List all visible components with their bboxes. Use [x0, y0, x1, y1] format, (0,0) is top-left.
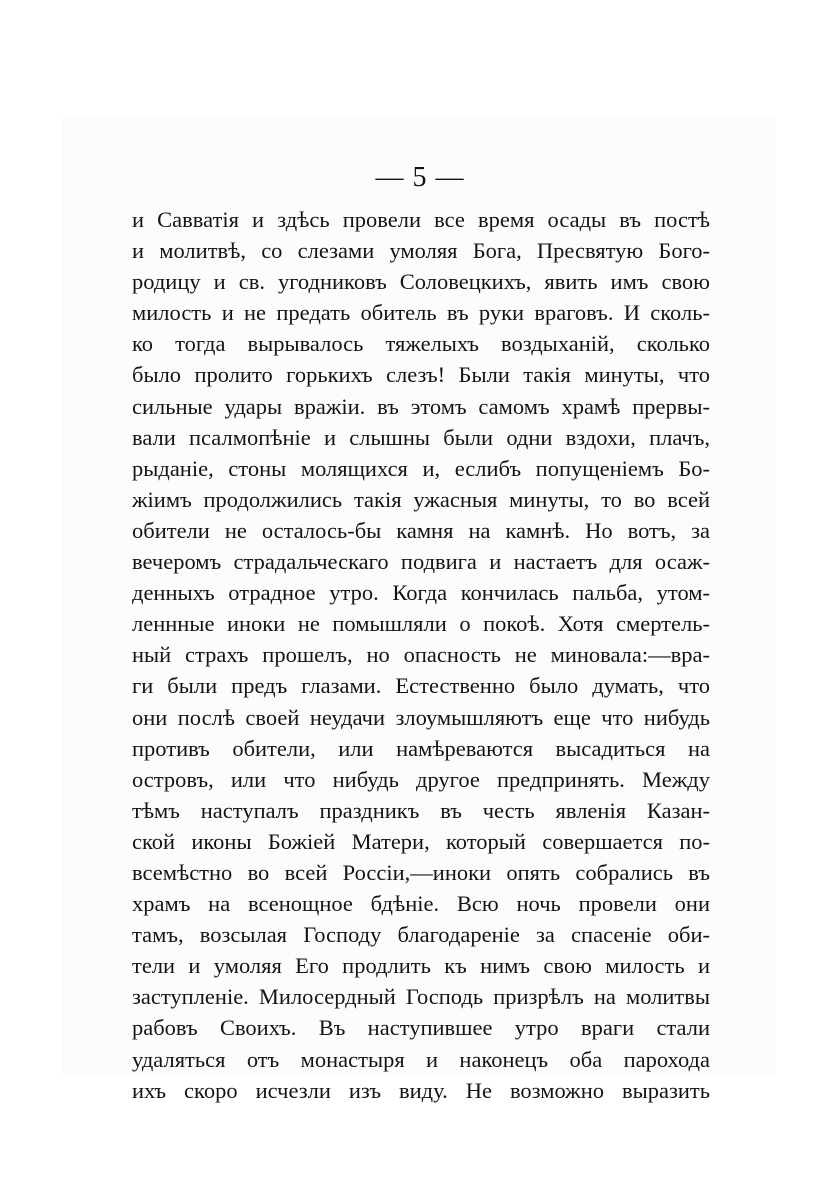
text-line: всемѣстно во всей Россіи,—иноки опять собрались въ	[132, 859, 710, 885]
text-line: и молитвѣ, со слезами умоляя Бога, Пресвятую Бого-	[132, 238, 710, 264]
text-line: рабовъ Своихъ. Въ наступившее утро враги стали	[132, 1015, 710, 1041]
text-line: милость и не предать обитель въ руки враговъ. И сколь-	[132, 300, 710, 326]
text-line: островъ, или что нибудь другое предпринять. Между	[132, 766, 710, 792]
page-number: — 5 —	[375, 162, 465, 193]
text-line: жіимъ продолжились такія ужасныя минуты, то во всей	[132, 486, 710, 512]
text-line: леннные иноки не помышляли о покоѣ. Хотя смертель-	[132, 611, 710, 637]
text-line: ко тогда вырывалось тяжелыхъ воздыханій, сколько	[132, 331, 710, 357]
text-line: удаляться отъ монастыря и наконецъ оба парохода	[132, 1046, 710, 1072]
text-line: ги были предъ глазами. Естественно было думать, что	[132, 673, 710, 699]
text-line: тели и умоляя Его продлить къ нимъ свою милость и	[132, 953, 710, 979]
text-line: тамъ, возсылая Господу благодареніе за спасеніе оби-	[132, 922, 710, 948]
text-line: вали псалмопѣніе и слышны были одни вздохи, плачъ,	[132, 424, 710, 450]
text-line: обители не осталось-бы камня на камнѣ. Но вотъ, за	[132, 517, 710, 543]
text-line: денныхъ отрадное утро. Когда кончилась пальба, утом-	[132, 580, 710, 606]
text-line: было пролито горькихъ слезъ! Были такія минуты, что	[132, 362, 710, 388]
text-line: тѣмъ наступалъ праздникъ въ честь явленія Казан-	[132, 797, 710, 823]
text-line: они послѣ своей неудачи злоумышляютъ еще что нибудь	[132, 704, 710, 730]
text-line: вечеромъ страдальческаго подвига и настаетъ для осаж-	[132, 549, 710, 575]
text-line: ихъ скоро исчезли изъ виду. Не возможно выразить	[132, 1077, 710, 1103]
text-line: противъ обители, или намѣреваются высадиться на	[132, 735, 710, 761]
text-line: ный страхъ прошелъ, но опасность не миновала:—вра-	[132, 642, 710, 668]
text-line: ской иконы Божіей Матери, который совершается по-	[132, 828, 710, 854]
text-line: храмъ на всенощное бдѣніе. Всю ночь провели они	[132, 891, 710, 917]
text-line: заступленіе. Милосердный Господь призрѣлъ на молитвы	[132, 984, 710, 1010]
text-line: рыданіе, стоны молящихся и, еслибъ попущеніемъ Бо-	[132, 455, 710, 481]
text-line: сильные удары вражіи. въ этомъ самомъ храмѣ прервы-	[132, 393, 710, 419]
text-line: и Савватія и здѣсь провели все время осады въ постѣ	[132, 207, 710, 232]
body-text	[132, 204, 710, 1106]
text-line: родицу и св. угодниковъ Соловецкихъ, явить имъ свою	[132, 269, 710, 295]
